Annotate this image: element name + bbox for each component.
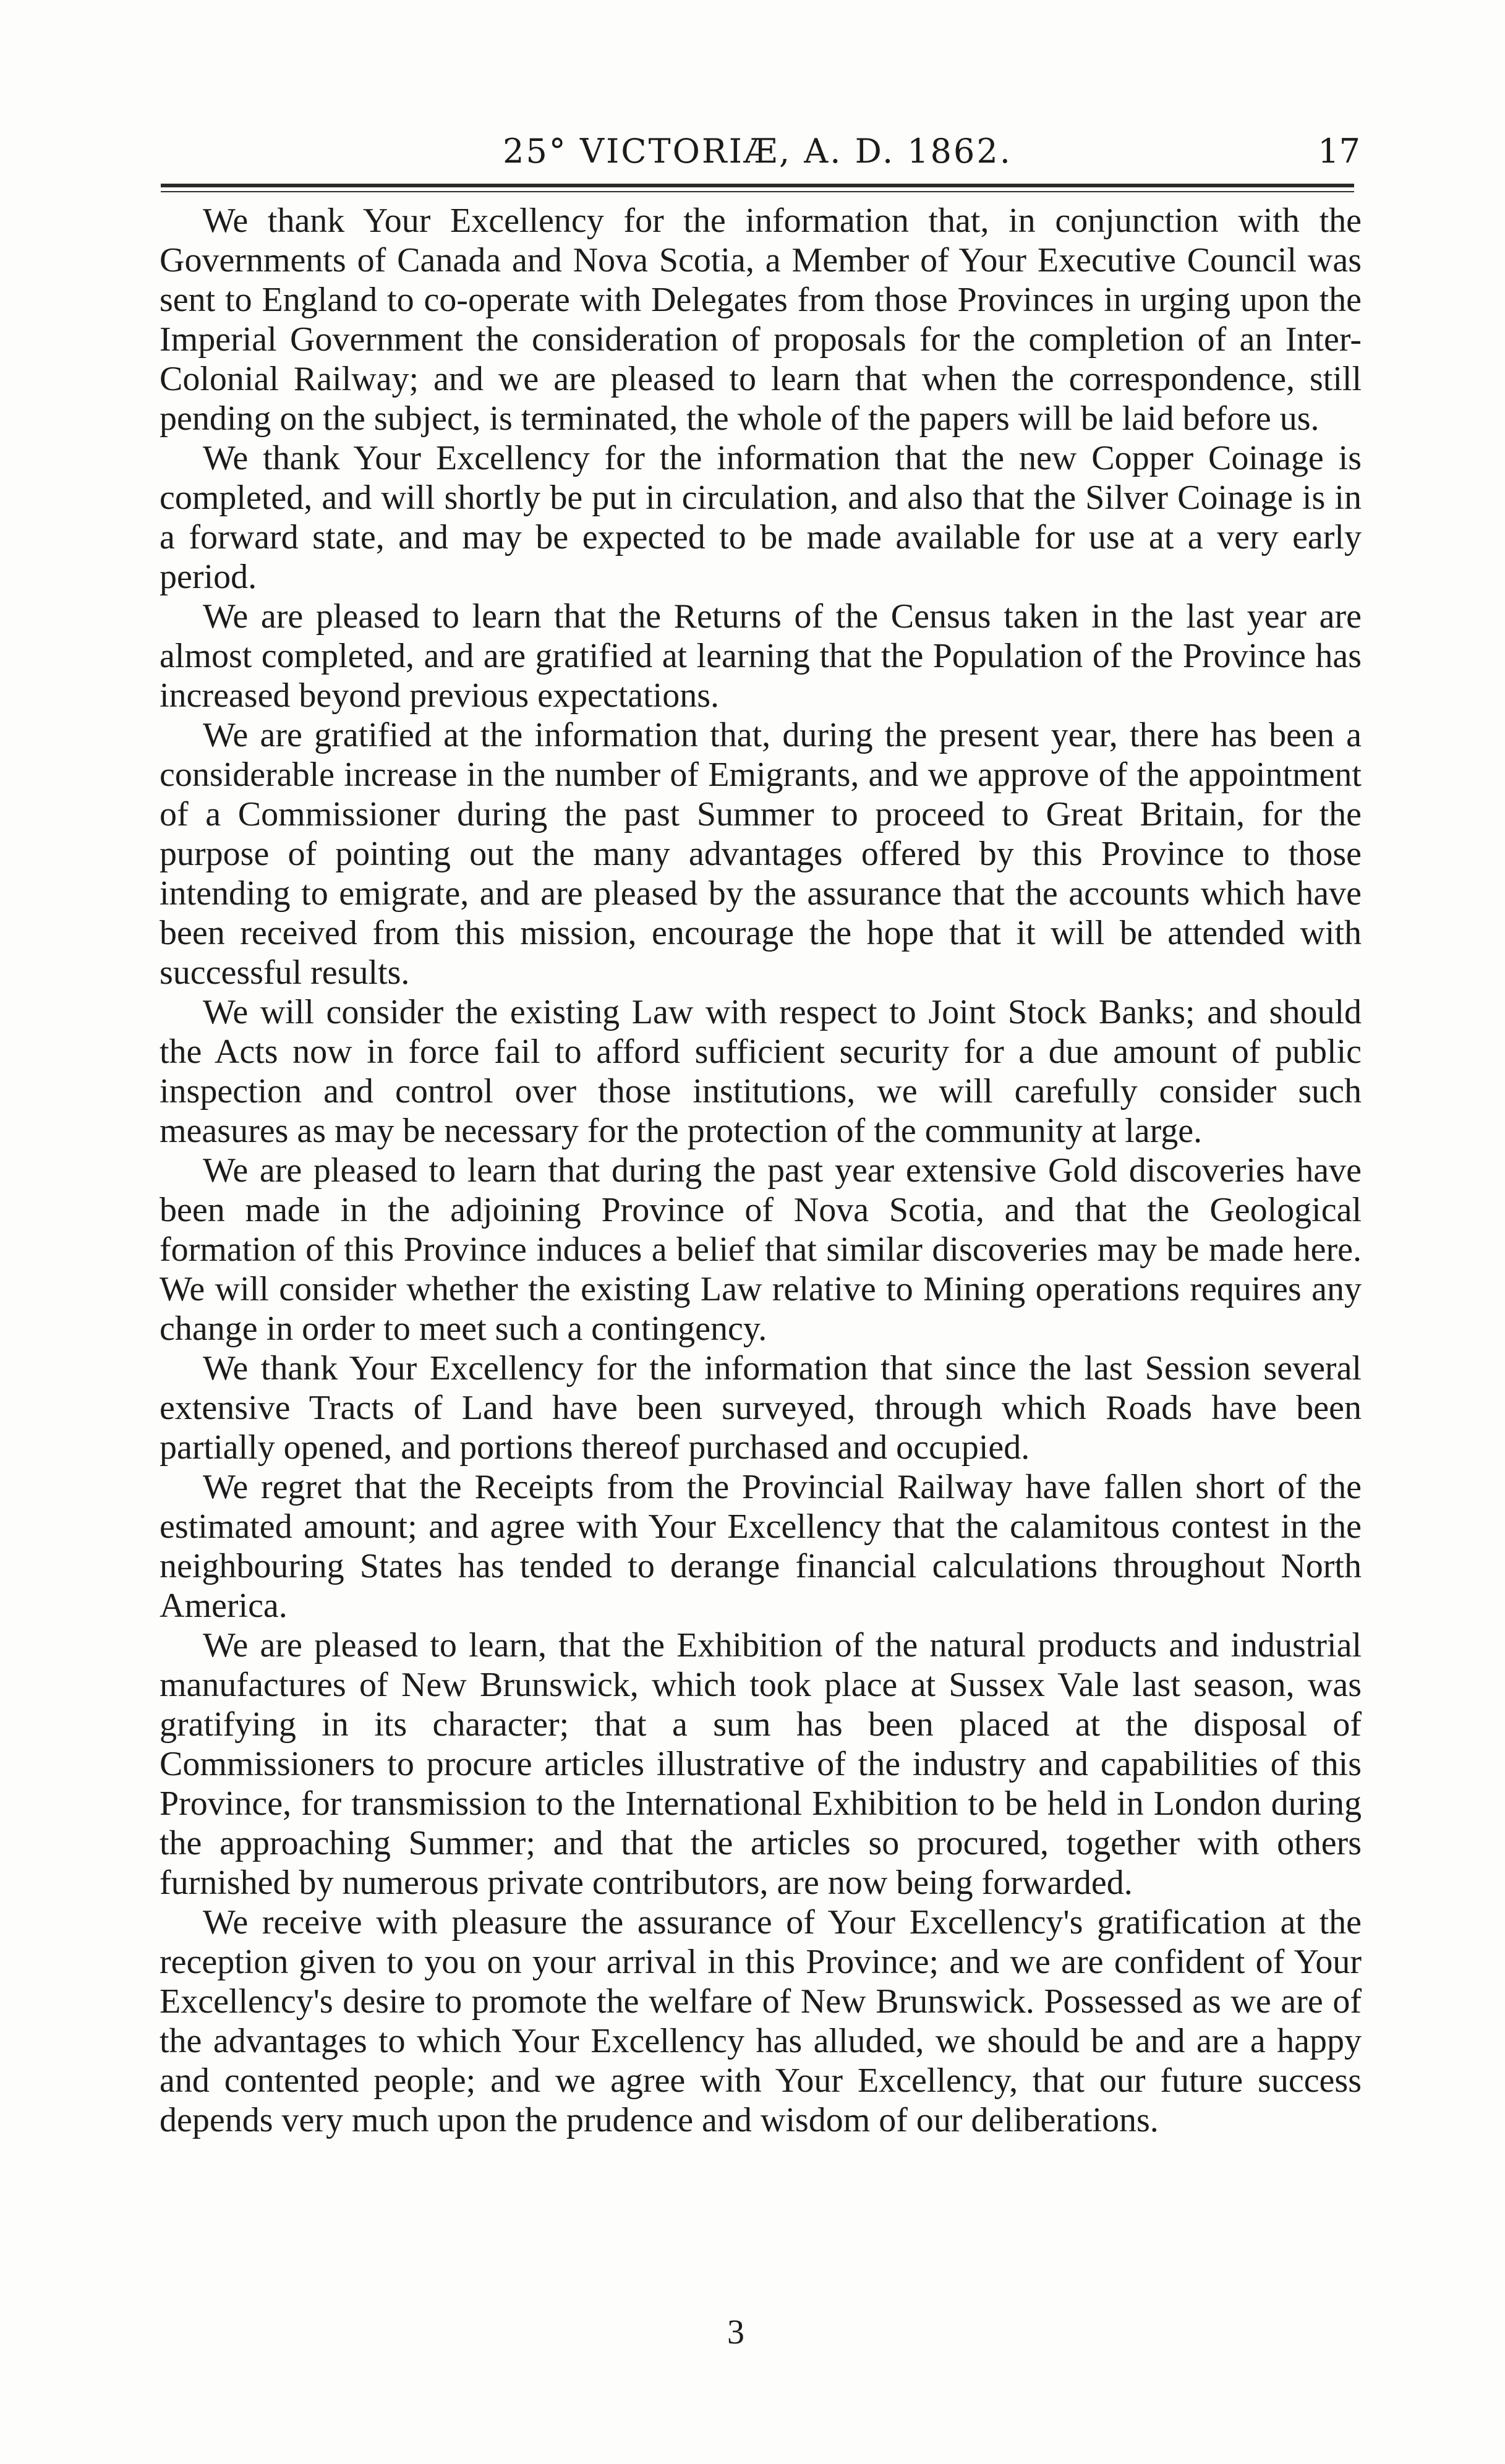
- signature-mark: 3: [727, 2313, 744, 2351]
- paragraph-census-returns: We are pleased to learn that the Returns of the Census taken in the last year are almost completed, and are gratified at learning that the Population of the Province has increased beyond previous expectations.: [160, 597, 1362, 715]
- paragraph-land-surveys: We thank Your Excellency for the information that since the last Session several extensive Tracts of Land have been surveyed, through which Roads have been partially opened, and portions thereof purchased and occupied.: [160, 1349, 1362, 1467]
- paragraph-exhibition: We are pleased to learn, that the Exhibition of the natural products and industrial manufactures of New Brunswick, which took place at Sussex Vale last season, was gratifying in its character; that a sum has been placed at the disposal of Commissioners to procure articles illustrative of the industry and capabilities of this Province, for transmission to the International Exhibition to be held in London during the approaching Summer; and that the articles so procured, together with others furnished by numerous private contributors, are now being forwarded.: [160, 1626, 1362, 1902]
- paragraph-gold-discoveries: We are pleased to learn that during the past year extensive Gold discoveries have been made in the adjoining Province of Nova Scotia, and that the Geological formation of this Province induces a belief that similar discoveries may be made here. We will consider whether the existing Law relative to Mining operations requires any change in order to meet such a contingency.: [160, 1151, 1362, 1348]
- paragraph-emigrants: We are gratified at the information that, during the present year, there has been a considerable increase in the number of Emigrants, and we approve of the appointment of a Commissioner during the past Summer to proceed to Great Britain, for the purpose of pointing out the many advantages offered by this Province to those intending to emigrate, and are pleased by the assurance that the accounts which have been received from this mission, encourage the hope that it will be attended with successful results.: [160, 716, 1362, 992]
- paragraph-intercolonial-railway: We thank Your Excellency for the information that, in conjunction with the Governments of Canada and Nova Scotia, a Member of Your Executive Council was sent to England to co-operate with Delegates from those Provinces in urging upon the Imperial Government the consideration of proposals for the completion of an Inter-Colonial Railway; and we are pleased to learn that when the correspondence, still pending on the subject, is terminated, the whole of the papers will be laid before us.: [160, 202, 1362, 438]
- running-head: 25° VICTORIÆ, A. D. 1862.: [503, 132, 1012, 171]
- page-number: 17: [1318, 132, 1360, 171]
- header-rule-thick: [161, 184, 1354, 187]
- paragraph-welcome-reception: We receive with pleasure the assurance of Your Excellency's gratification at the reception given to you on your arrival in this Province; and we are confident of Your Excellency's desire to promote the welfare of New Brunswick. Possessed as we are of the advantages to which Your Excellency has alluded, we should be and are a happy and contented people; and we agree with Your Excellency, that our future success depends very much upon the prudence and wisdom of our deliberations.: [160, 1903, 1362, 2139]
- paragraph-joint-stock-banks: We will consider the existing Law with respect to Joint Stock Banks; and should the Acts now in force fail to afford sufficient security for a due amount of public inspection and control over those institutions, we will carefully consider such measures as may be necessary for the protection of the community at large.: [160, 993, 1362, 1150]
- body-text: [160, 201, 1362, 2140]
- page-header: [155, 124, 1360, 179]
- header-rule-thin: [161, 191, 1354, 192]
- paragraph-copper-coinage: We thank Your Excellency for the information that the new Copper Coinage is completed, and will shortly be put in circulation, and also that the Silver Coinage is in a forward state, and may be expected to be made available for use at a very early period.: [160, 439, 1362, 596]
- paragraph-railway-receipts: We regret that the Receipts from the Provincial Railway have fallen short of the estimated amount; and agree with Your Excellency that the calamitous contest in the neighbouring States has tended to derange financial calculations throughout North America.: [160, 1468, 1362, 1625]
